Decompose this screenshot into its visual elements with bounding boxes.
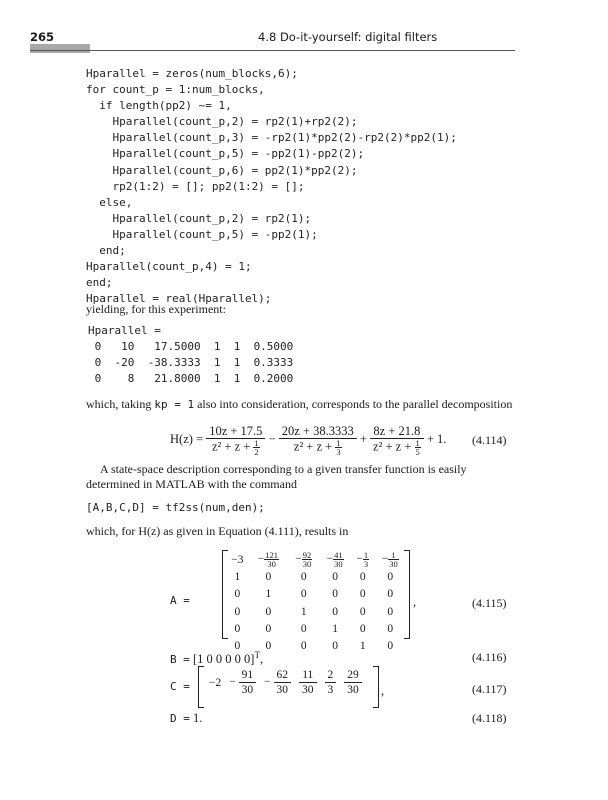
- matrix-cell: [351, 620, 375, 637]
- page-header: [30, 30, 515, 50]
- matrix-cell: [351, 586, 375, 603]
- fraction: [415, 439, 421, 456]
- matrix-cell: [375, 551, 407, 568]
- equation-number: (4.117): [472, 682, 507, 696]
- equation-tail: + 1.: [426, 431, 447, 446]
- fraction-numerator: 1: [254, 438, 259, 448]
- equation-tail: ,: [381, 684, 385, 698]
- matrix-value: 0: [387, 640, 394, 653]
- matrix-cell: [375, 620, 407, 637]
- matrix-cell: [249, 551, 288, 568]
- fraction: [264, 551, 279, 568]
- vector-entry: [325, 668, 337, 697]
- fraction: [333, 551, 344, 568]
- prose-which-for: which, for H(z) as given in Equation (4.111), results in: [86, 524, 349, 538]
- page-number: 265: [30, 30, 55, 44]
- matrix-value: 0: [359, 622, 366, 635]
- term-denominator: [206, 439, 265, 456]
- matrix-value: 1: [332, 622, 339, 635]
- label: C =: [170, 680, 190, 693]
- matrix-cell: [319, 586, 350, 603]
- fraction: [239, 668, 257, 697]
- fraction-denominator: 3: [327, 684, 334, 696]
- matrix-cell: [288, 551, 319, 568]
- matrix-value: 0: [332, 605, 339, 618]
- matrix-value: 1: [359, 640, 366, 653]
- matrix-cell: [288, 603, 319, 620]
- fraction: [325, 668, 337, 697]
- matrix-cell: [226, 620, 249, 637]
- equation-number: (4.114): [472, 433, 507, 447]
- fraction-numerator: 62: [274, 668, 292, 683]
- fraction: [302, 551, 313, 568]
- fraction-denominator: 5: [415, 447, 420, 457]
- matrix-value: 0: [300, 622, 307, 635]
- fraction-numerator: 91: [239, 668, 257, 683]
- equation-number: (4.115): [472, 596, 507, 610]
- operator: −: [268, 431, 276, 446]
- equation-lhs: H(z) =: [170, 431, 204, 446]
- minus-sign: −: [381, 553, 389, 566]
- fraction: [335, 439, 341, 456]
- code-tf2ss: [A,B,C,D] = tf2ss(num,den);: [86, 501, 265, 514]
- fraction-denominator: 2: [254, 447, 259, 457]
- matrix-cell: [226, 551, 249, 568]
- matrix-cell: [375, 603, 407, 620]
- operator: +: [359, 431, 367, 446]
- fraction-numerator: 1: [415, 438, 420, 448]
- partial-fraction-term: [279, 424, 357, 456]
- scalar-d: 1.: [193, 711, 203, 725]
- matrix-value: 1: [234, 570, 241, 583]
- matrix-cell: [319, 568, 350, 585]
- label: D =: [170, 712, 190, 725]
- vector-bracket-right: [373, 666, 379, 708]
- minus-sign: −: [295, 553, 302, 566]
- fraction-numerator: 11: [299, 668, 317, 683]
- matrix-row: [226, 551, 406, 568]
- prose-taking-kp: [86, 397, 516, 412]
- matrix-value: 0: [300, 588, 307, 601]
- matrix-cell: [288, 568, 319, 585]
- matrix-cell: [226, 568, 249, 585]
- matrix-value: 0: [387, 622, 394, 635]
- transpose-mark: T: [254, 650, 260, 660]
- header-tab-decoration: [30, 44, 90, 53]
- label: B =: [170, 653, 190, 667]
- partial-fraction-term: [370, 424, 424, 456]
- matrix-value: 0: [359, 588, 366, 601]
- fraction-denominator: 30: [302, 684, 314, 696]
- vector-entry: [344, 668, 362, 697]
- fraction-numerator: 92: [302, 550, 312, 561]
- matrix-cell: [249, 603, 288, 620]
- vector-c: [205, 668, 366, 697]
- vector-value: −2: [209, 676, 222, 689]
- fraction: [388, 551, 399, 568]
- fraction-denominator: 30: [276, 684, 288, 696]
- fraction: [274, 668, 292, 697]
- equation-4-114: [170, 424, 446, 456]
- code-block-result: Hparallel = 0 10 17.5000 1 1 0.5000 0 -20 -38.3333 1 1 0.3333 0 8 21.8000 1 1 0.2000: [88, 324, 294, 386]
- denominator-poly: z² + z +: [293, 439, 336, 454]
- fraction-numerator: 121: [265, 550, 278, 561]
- matrix-value: −3: [231, 553, 244, 566]
- matrix-cell: [319, 603, 350, 620]
- matrix-value: 0: [359, 605, 366, 618]
- fraction-numerator: 29: [344, 668, 362, 683]
- matrix-value: 0: [265, 605, 272, 618]
- fraction-denominator: 3: [336, 447, 341, 457]
- matrix-value: 0: [387, 588, 394, 601]
- minus-sign: −: [229, 676, 239, 689]
- matrix-cell: [319, 551, 350, 568]
- fraction: [299, 668, 317, 697]
- matrix-cell: [319, 637, 350, 654]
- matrix-cell: [375, 637, 407, 654]
- prose-state-space: A state-space description corresponding to a given transfer function is easily determined in MATLAB with the command: [86, 462, 467, 491]
- fraction-numerator: 1: [388, 551, 399, 560]
- vector-bracket-left: [198, 666, 204, 708]
- minus-sign: −: [257, 553, 265, 566]
- label: A =: [170, 594, 190, 607]
- matrix-a: [226, 551, 406, 655]
- term-numerator: 10z + 17.5: [206, 424, 265, 439]
- matrix-value: 0: [234, 622, 241, 635]
- fraction-denominator: 30: [267, 559, 276, 570]
- matrix-value: 0: [234, 640, 241, 653]
- matrix-cell: [288, 637, 319, 654]
- equation-4-117-label: [170, 679, 190, 694]
- running-title: 4.8 Do-it-yourself: digital filters: [258, 30, 438, 44]
- minus-sign: −: [356, 553, 363, 566]
- term-numerator: 20z + 38.3333: [279, 424, 357, 439]
- equation-tail: ,: [259, 652, 264, 667]
- matrix-value: 0: [332, 640, 339, 653]
- matrix-row: [226, 620, 406, 637]
- matrix-value: 0: [234, 605, 241, 618]
- fraction: [363, 551, 369, 568]
- denominator-poly: z² + z +: [373, 439, 415, 454]
- vector-entry: [229, 668, 256, 697]
- fraction: [253, 439, 259, 456]
- matrix-cell: [249, 586, 288, 603]
- fraction-numerator: 1: [363, 550, 369, 561]
- matrix-cell: [351, 637, 375, 654]
- matrix-cell: [375, 568, 407, 585]
- matrix-value: 0: [332, 570, 339, 583]
- fraction-denominator: 30: [302, 559, 312, 570]
- fraction: [344, 668, 362, 697]
- inline-code: kp = 1: [154, 398, 195, 411]
- matrix-cell: [288, 620, 319, 637]
- fraction-numerator: 41: [334, 550, 343, 561]
- fraction-denominator: 30: [241, 684, 254, 696]
- equation-4-116: [170, 650, 263, 667]
- matrix-value: 0: [265, 570, 272, 583]
- matrix-value: 1: [265, 588, 272, 601]
- matrix-cell: [351, 551, 375, 568]
- fraction-denominator: 3: [363, 559, 369, 570]
- matrix-a-label: [170, 593, 190, 608]
- matrix-value: 0: [265, 640, 272, 653]
- matrix-value: 0: [387, 570, 394, 583]
- matrix-cell: [249, 568, 288, 585]
- matrix-value: 0: [234, 588, 241, 601]
- equation-number: (4.118): [472, 711, 507, 725]
- matrix-cell: [226, 603, 249, 620]
- matrix-row: [226, 603, 406, 620]
- fraction-denominator: 30: [347, 684, 359, 696]
- matrix-row: [226, 586, 406, 603]
- vector-entry: [264, 668, 291, 697]
- fraction-denominator: 30: [334, 559, 343, 570]
- term-denominator: [370, 439, 424, 456]
- matrix-value: 0: [265, 622, 272, 635]
- vector-entry: [299, 668, 317, 697]
- matrix-value: 0: [332, 588, 339, 601]
- matrix-cell: [226, 586, 249, 603]
- matrix-value: 1: [300, 605, 307, 618]
- term-numerator: 8z + 21.8: [370, 424, 424, 439]
- header-rule: [30, 50, 515, 51]
- fraction-denominator: 30: [389, 559, 398, 570]
- term-denominator: [279, 439, 357, 456]
- vector-entry: [209, 677, 221, 689]
- matrix-cell: [249, 620, 288, 637]
- matrix-value: 0: [387, 605, 394, 618]
- matrix-cell: [351, 603, 375, 620]
- denominator-poly: z² + z +: [211, 439, 254, 454]
- matrix-cell: [319, 620, 350, 637]
- matrix-cell: [288, 586, 319, 603]
- equation-tail: ,: [413, 595, 417, 609]
- prose-yielding: yielding, for this experiment:: [86, 302, 226, 316]
- matrix-row: [226, 568, 406, 585]
- matrix-value: 0: [359, 570, 366, 583]
- matrix-value: 0: [300, 570, 307, 583]
- minus-sign: −: [326, 553, 334, 566]
- equation-4-118: [170, 711, 202, 726]
- code-block-hparallel: Hparallel = zeros(num_blocks,6); for count_p = 1:num_blocks, if length(pp2) ~= 1, Hparallel(count_p,2) = rp2(1)+rp2(2); Hparallel(count_p,3) = -rp2(1)*pp2(2)-rp2(2)*pp2(1); Hparallel(count_p,5) = -pp2(1)-pp2(2); Hparallel(count_p,6) = pp2(1)*pp2(2); rp2(1:2) = []; pp2(1:2) = []; else, Hparallel(count_p,2) = rp2(1); Hparallel(count_p,5) = -pp2(1); end; Hparallel(count_p,4) = 1; end; Hparallel = real(Hparallel);: [86, 67, 457, 306]
- equation-number: (4.116): [472, 650, 507, 664]
- matrix-cell: [351, 568, 375, 585]
- partial-fraction-term: [206, 424, 265, 456]
- prose-text: which, taking: [86, 397, 155, 411]
- fraction-numerator: 1: [336, 438, 341, 448]
- matrix-cell: [375, 586, 407, 603]
- vector-b: [1 0 0 0 0 0]: [193, 652, 255, 667]
- minus-sign: −: [264, 676, 274, 689]
- prose-text: also into consideration, corresponds to the parallel decomposition: [194, 397, 513, 411]
- matrix-value: 0: [300, 640, 307, 653]
- fraction-numerator: 2: [325, 668, 337, 683]
